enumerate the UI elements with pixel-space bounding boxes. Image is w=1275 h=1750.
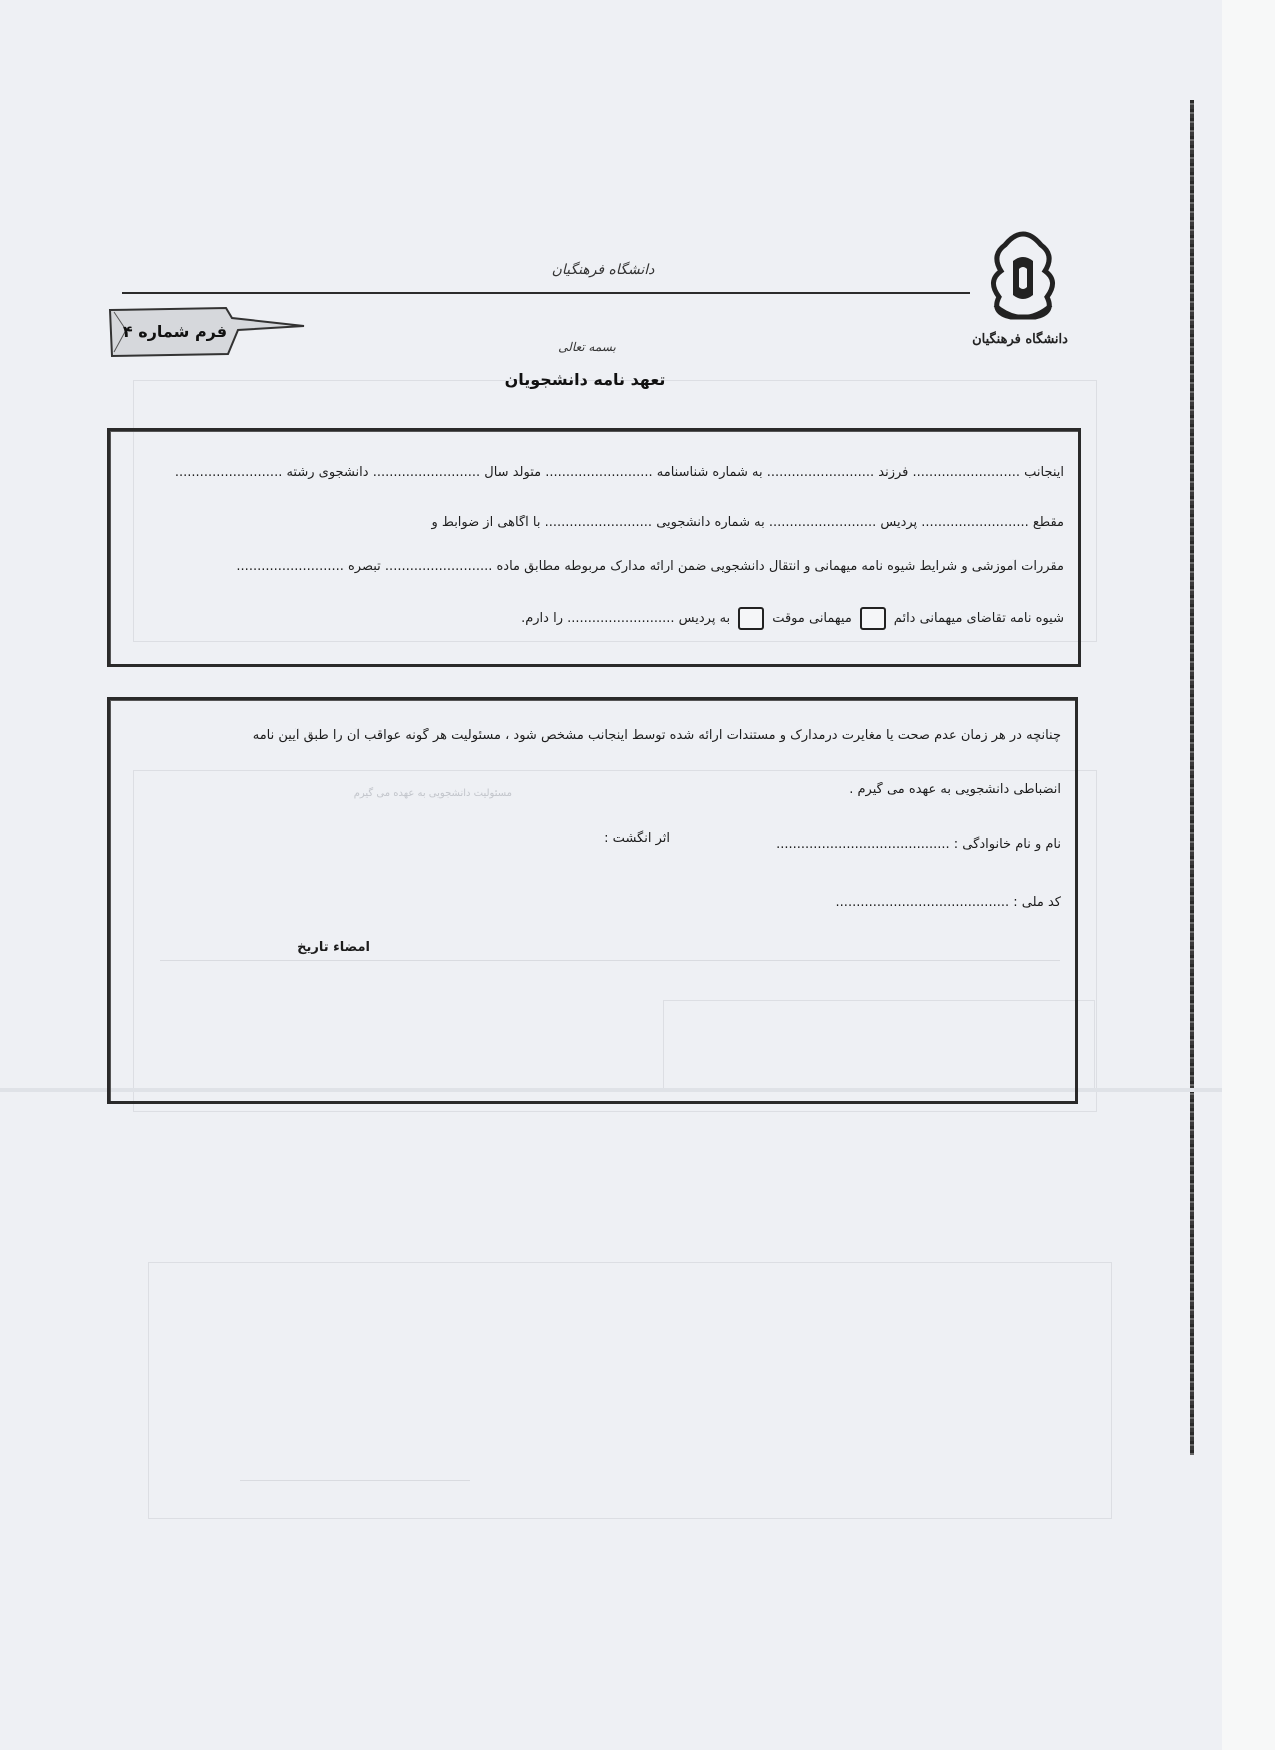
request-prefix: شیوه نامه تقاضای میهمانی دائم	[893, 611, 1064, 626]
regulations-line: مقررات آموزشی و شرایط شیوه نامه میهمانی و انتقال دانشجویی ضمن ارائه مدارک مربوطه مطابق ماده .......................... تبصره ..........................	[236, 559, 1064, 574]
thumbprint-label: اثر انگشت :	[604, 831, 670, 846]
national-code-field[interactable]: کد ملی : ..........................................	[835, 895, 1061, 910]
temporary-guest-label: میهمانی موقت	[772, 611, 852, 626]
commitment-box	[107, 697, 1078, 1104]
bleed-through-text: مسئولیت دانشجویی به عهده می گیرم	[353, 788, 512, 799]
ghost-line	[240, 1480, 470, 1481]
university-script: دانشگاه فرهنگیان	[551, 262, 655, 278]
temporary-guest-checkbox[interactable]	[738, 607, 764, 630]
full-name-field[interactable]: نام و نام خانوادگی : ..........................................	[776, 837, 1061, 852]
request-line	[124, 607, 1064, 630]
commitment-text: انضباطی دانشجویی به عهده می گیرم .	[849, 782, 1061, 797]
document-title: تعهد نامه دانشجویان	[504, 370, 666, 389]
basmala: بسمه تعالی	[558, 340, 616, 354]
permanent-guest-checkbox[interactable]	[860, 607, 886, 630]
header-rule	[122, 292, 970, 294]
student-info-line: مقطع .......................... پردیس .......................... به شماره دانشجویی .......................... با آگاهی از ضوابط و	[431, 515, 1064, 530]
right-paper-strip	[1222, 0, 1275, 1750]
student-details-box	[107, 428, 1081, 667]
student-info-line: اینجانب .......................... فرزند .......................... به شماره شناسنامه .......................... متولد سال .......................... دانشجوی رشته ..........................	[174, 465, 1064, 480]
logo-caption: دانشگاه فرهنگیان	[972, 332, 1068, 347]
signature-date-label: امضاء تاریخ	[297, 940, 370, 955]
form-number-label: فرم شماره ۴	[122, 322, 228, 341]
commitment-text: چنانچه در هر زمان عدم صحت یا مغایرت درمدارک و مستندات ارائه شده توسط اینجانب مشخص شود ، مسئولیت هر گونه عواقب آن را طبق آیین نامه	[252, 728, 1061, 743]
request-suffix: به پردیس .......................... را دارم.	[521, 611, 731, 626]
torn-edge	[1190, 100, 1194, 1455]
